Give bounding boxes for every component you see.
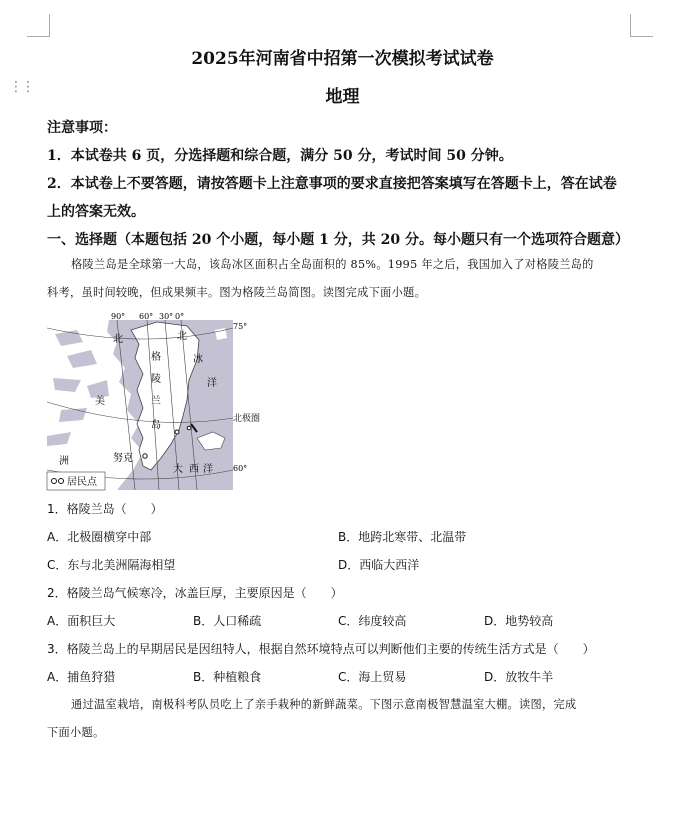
label-nuke: 努克	[113, 453, 133, 464]
question-2-option-d[interactable]: D．地势较高	[484, 614, 554, 628]
question-2-option-c[interactable]: C．纬度较高	[338, 614, 407, 628]
label-zhou: 洲	[59, 456, 69, 467]
question-1-stem: 1．格陵兰岛（ ）	[47, 502, 163, 516]
drag-handle-icon[interactable]: ⋮⋮	[9, 79, 33, 95]
question-3-option-b[interactable]: B．种植粮食	[193, 670, 262, 684]
exam-title: 2025年河南省中招第一次模拟考试试卷	[191, 49, 494, 69]
question-3-option-d[interactable]: D．放牧牛羊	[484, 670, 554, 684]
section-heading: 一、选择题（本题包括 20 个小题，每小题 1 分，共 20 分。每小题只有一个选项符合题意）	[47, 232, 629, 248]
lon-label-60: 60°	[139, 312, 154, 321]
label-ge: 格	[151, 352, 161, 363]
legend-settlement-icon	[59, 479, 64, 484]
settlement-marker	[187, 426, 191, 430]
passage-2-line-2: 下面小题。	[47, 726, 105, 739]
legend-settlement-icon	[52, 479, 57, 484]
settlement-marker	[175, 430, 179, 434]
notes-item-2-line-1: 2．本试卷上不要答题，请按答题卡上注意事项的要求直接把答案填写在答题卡上，答在试卷	[47, 176, 617, 192]
passage-2-line-1: 通过温室栽培，南极科考队员吃上了亲手栽种的新鲜蔬菜。下图示意南极智慧温室大棚。读图，完成	[71, 698, 577, 711]
question-2-option-b[interactable]: B．人口稀疏	[193, 614, 262, 628]
page-corner-mark-top-left	[27, 14, 50, 37]
lat-label-75: 75°	[233, 322, 248, 331]
question-3-stem: 3．格陵兰岛上的早期居民是因纽特人，根据自然环境特点可以判断他们主要的传统生活方式是（ ）	[47, 642, 595, 656]
label-dao: 岛	[151, 420, 161, 431]
legend-label: 居民点	[67, 477, 97, 488]
arctic-circle-label: 北极圈	[233, 414, 261, 424]
notes-heading: 注意事项：	[47, 120, 117, 136]
question-2-option-a[interactable]: A．面积巨大	[47, 614, 116, 628]
lon-label-0: 0°	[175, 312, 185, 321]
subject-title: 地理	[325, 87, 360, 107]
lon-label-30: 30°	[159, 312, 174, 321]
page-corner-mark-top-right	[630, 14, 653, 37]
lon-label-90: 90°	[111, 312, 126, 321]
notes-item-1: 1．本试卷共 6 页，分选择题和综合题，满分 50 分，考试时间 50 分钟。	[47, 148, 513, 164]
settlement-nuuk	[143, 454, 147, 458]
question-1-option-d[interactable]: D．西临大西洋	[338, 558, 420, 572]
passage-1-line-1: 格陵兰岛是全球第一大岛，该岛冰区面积占全岛面积的 85%。1995 年之后，我国加入了对格陵兰岛的	[71, 258, 594, 271]
label-mei: 美	[95, 396, 105, 407]
label-xi: 西	[189, 464, 199, 475]
channel-shape	[59, 408, 87, 422]
question-3-option-a[interactable]: A．捕鱼狩猎	[47, 670, 116, 684]
label-bing: 冰	[193, 354, 203, 365]
label-yang2: 洋	[203, 464, 213, 475]
label-ling: 陵	[151, 374, 161, 385]
question-2-stem: 2．格陵兰岛气候寒冷，冰盖巨厚，主要原因是（ ）	[47, 586, 343, 600]
passage-2	[47, 691, 637, 747]
label-yang: 洋	[207, 378, 217, 389]
passage-1-line-2: 科考，虽时间较晚，但成果频丰。图为格陵兰岛简图。读图完成下面小题。	[47, 286, 427, 299]
lat-label-60: 60°	[233, 464, 248, 473]
greenland-map	[47, 312, 248, 490]
question-1-option-a[interactable]: A．北极圈横穿中部	[47, 530, 152, 544]
label-da: 大	[173, 464, 183, 475]
question-1-option-c[interactable]: C．东与北美洲隔海相望	[47, 558, 176, 572]
notes-item-2-line-2: 上的答案无效。	[47, 204, 145, 220]
question-3-option-c[interactable]: C．海上贸易	[338, 670, 407, 684]
question-1-option-b[interactable]: B．地跨北寒带、北温带	[338, 530, 467, 544]
label-bei: 北	[177, 331, 187, 342]
label-lan: 兰	[151, 396, 161, 407]
label-bei2: 北	[113, 334, 123, 345]
passage-1	[47, 251, 637, 307]
